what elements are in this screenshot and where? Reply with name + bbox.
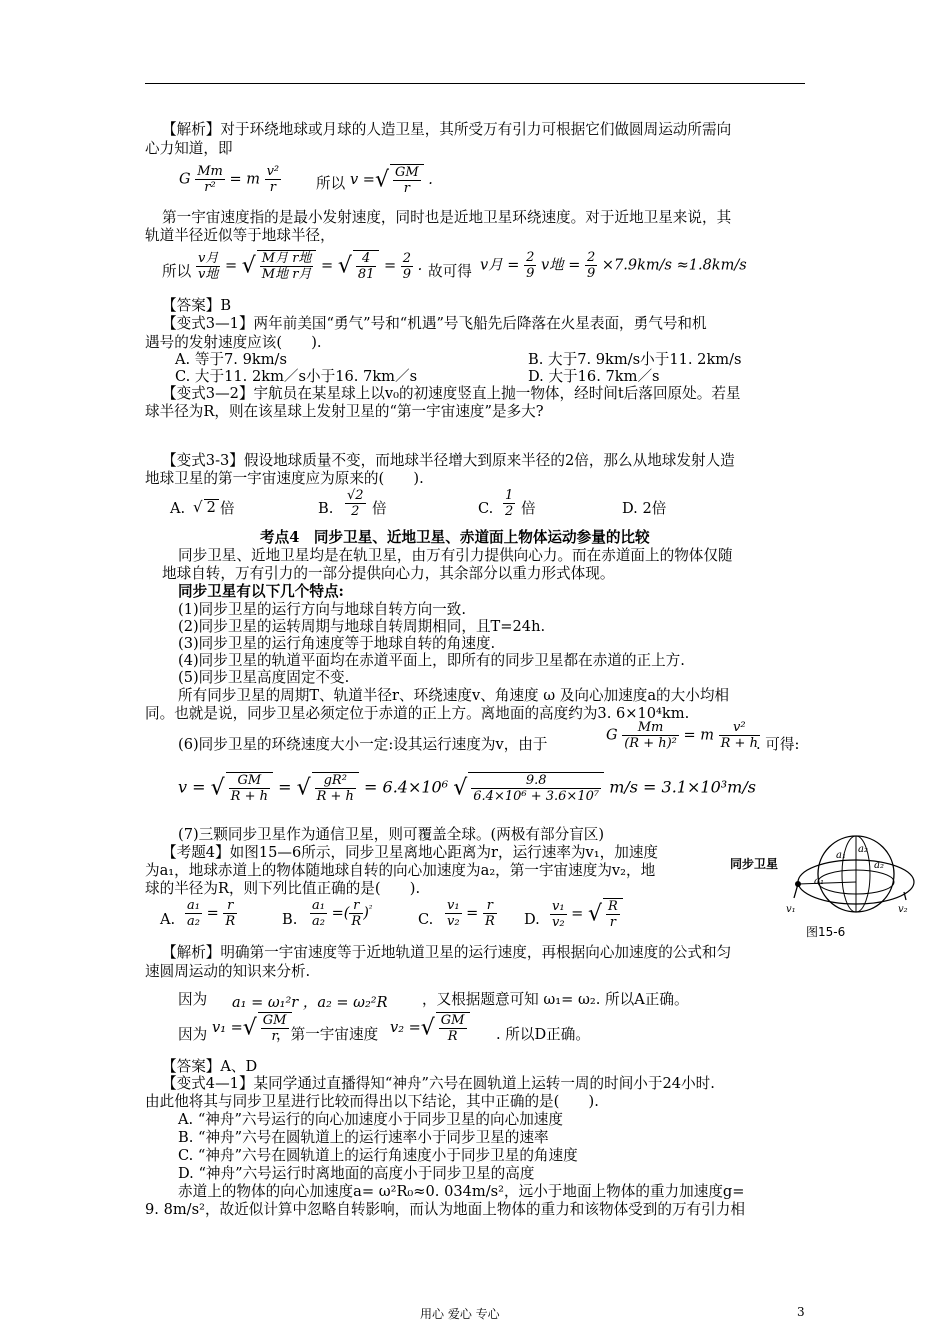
text-line: 倍 (372, 500, 387, 517)
text-line: 地球卫星的第一宇宙速度应为原来的( ). (145, 470, 424, 487)
text-line: B. (318, 500, 334, 517)
text-line: 遇号的发射速度应该( ). (145, 334, 322, 351)
figure-label-v2: v₂ (898, 904, 908, 915)
option-c-formula: $\frac{1}{2}$ (505, 488, 514, 519)
text-line: (6)同步卫星的环绕速度大小一定:设其运行速度为v，由于 (178, 736, 548, 753)
formula-v1: v₁ =√ $\frac{GM}{r}$ (212, 1012, 292, 1044)
text-line: 所以 (316, 175, 346, 192)
text-line: B. 大于7. 9km/s小于11. 2km/s (528, 351, 742, 368)
formula-ratio: v月 v地 = √ M月 r地 M地 r月 = √ $\frac{4}{81}$ = $\frac{2}{9}$ . (198, 250, 423, 282)
formula-sync: G $\frac{Mm}{\text{(R + h)²}}$ = m $\frac{\text{v²}}{R + h}$ (606, 720, 758, 751)
option-a-formula: √ 2 (193, 498, 219, 516)
text-line: (3)同步卫星的运行角速度等于地球自转的角速度. (178, 635, 496, 652)
figure-label-v1: v₁ (786, 904, 796, 915)
text-line: 倍 (521, 500, 536, 517)
text-line: D. 大于16. 7km／s (528, 368, 660, 385)
text-line: 考点4 同步卫星、近地卫星、赤道面上物体运动参量的比较 (260, 529, 650, 546)
text-line: 9. 8m/s²，故近似计算中忽略自转影响，而认为地面上物体的重力和该物体受到的万有引力相 (145, 1201, 745, 1218)
figure-15-6 (728, 826, 918, 946)
text-line: 【变式3—1】两年前美国“勇气”号和“机遇”号飞船先后降落在火星表面，勇气号和机 (162, 315, 707, 332)
q4-option-c-formula: $\frac{\text{v₁}}{\text{v₂}}$ = $\frac{r}{R}$ (447, 898, 495, 929)
text-line: C. (418, 911, 434, 928)
text-line: 由此他将其与同步卫星进行比较而得出以下结论，其中正确的是( ). (145, 1093, 599, 1110)
text-line: 所以 (162, 263, 192, 280)
formula-result: v月 = $\frac{2}{9}$ v地 = $\frac{2}{9}$ ×7.9km/s ≈1.8km/s (480, 250, 747, 281)
formula-big: v = √ $\frac{GM}{R + h}$ = √ $\frac{\text{gR²}}{R + h}$ = 6.4×10⁶ √ $\frac{9.8}{\text{6.4×10⁶ + 3.6×10⁷}}$ m/s = 3.1×10³m/s (178, 773, 756, 804)
radius-line (798, 882, 856, 884)
text-line: C. (478, 500, 494, 517)
satellite-dot (795, 881, 801, 887)
text-line: 地球自转，万有引力的一部分提供向心力，其余部分以重力形式体现。 (162, 565, 615, 582)
figure-label-a2: a₂ (874, 860, 884, 871)
text-line: C. 大于11. 2km／s小于16. 7km／s (175, 368, 418, 385)
text-line: A. “神舟”六号运行的向心加速度小于同步卫星的向心加速度 (178, 1111, 563, 1128)
figure-label-a2-top: a₂ (858, 844, 868, 855)
text-line: 同步卫星有以下几个特点: (178, 583, 344, 600)
text-line: 球的半径为R，则下列比值正确的是( ). (145, 880, 421, 897)
text-line: A. 等于7. 9km/s (175, 351, 287, 368)
text-line: (1)同步卫星的运行方向与地球自转方向一致. (178, 601, 467, 618)
text-line: (7)三颗同步卫星作为通信卫星，则可覆盖全球。(两极有部分盲区) (178, 826, 605, 843)
text-line: 【解析】对于环绕地球或月球的人造卫星，其所受万有引力可根据它们做圆周运动所需向 (162, 121, 732, 138)
text-line: 【答案】A、D (162, 1058, 258, 1075)
text-line: 球半径为R，则在该星球上发射卫星的“第一宇宙速度”是多大? (145, 403, 544, 420)
formula-v2: v₂ =√ $\frac{GM}{R}$ (390, 1012, 470, 1044)
formula-v: v =√ $\frac{GM}{r}$ . (350, 165, 433, 196)
footer-text: 用心 爱心 专心 (420, 1307, 500, 1321)
text-line: ，第一宇宙速度 (276, 1026, 379, 1043)
q4-option-a-formula: $\frac{\text{a₁}}{\text{a₂}}$ = $\frac{r}{R}$ (187, 898, 236, 929)
text-line: 【解析】明确第一宇宙速度等于近地轨道卫星的运行速度，再根据向心加速度的公式和匀 (162, 944, 732, 961)
figure-label-a1-top: a₁ (836, 850, 846, 861)
figure-caption: 图15-6 (806, 925, 846, 939)
text-line: 同。也就是说，同步卫星必须定位于赤道的正上方。离地面的高度约为3. 6×10⁴km. (145, 705, 690, 722)
text-line: (4)同步卫星的轨道平面均在赤道平面上，即所有的同步卫星都在赤道的正上方. (178, 652, 685, 669)
text-line: 因为 (178, 991, 208, 1008)
text-line: (5)同步卫星高度固定不变. (178, 669, 350, 686)
text-line: 为a₁，地球赤道上的物体随地球自转的向心加速度为a₂，第一宇宙速度为v₂，地 (145, 862, 656, 879)
text-line: D. (524, 911, 540, 928)
text-line: 【变式3-3】假设地球质量不变，而地球半径增大到原来半径的2倍，那么从地球发射人造 (162, 452, 735, 469)
text-line: 【变式3—2】宇航员在某星球上以v₀的初速度竖直上抛一物体，经时间t后落回原处。若星 (162, 385, 741, 402)
text-line: 轨道半径近似等于地球半径， (145, 227, 335, 244)
text-line: D. “神舟”六号运行时离地面的高度小于同步卫星的高度 (178, 1165, 535, 1182)
q4-option-d-formula: $\frac{\text{v₁}}{\text{v₂}}$ = √ $\frac{R}{r}$ (550, 898, 623, 930)
option-b-formula: $\frac{√2}{2}$ (347, 488, 364, 519)
text-line: 速圆周运动的知识来分析. (145, 963, 311, 980)
text-line: B. (282, 911, 298, 928)
text-line: . 所以D正确。 (496, 1026, 590, 1043)
page-number: 3 (797, 1305, 805, 1319)
text-line: 故可得 (428, 263, 472, 280)
text-line: 倍 (220, 500, 235, 517)
text-line: (2)同步卫星的运转周期与地球自转周期相同，且T=24h. (178, 618, 546, 635)
text-line: 赤道上的物体的向心加速度a= ω²R₀≈0. 034m/s²，远小于地面上物体的重力加速度g= (178, 1183, 745, 1200)
formula-accel: a₁ = ω₁²r ，a₂ = ω₂²R (232, 995, 388, 1011)
text-line: 同步卫星、近地卫星均是在轨卫星，由万有引力提供向心力。而在赤道面上的物体仅随 (178, 547, 733, 564)
q4-option-b-formula: $\frac{\text{a₁}}{\text{a₂}}$ =( $\frac{r}{R}$ )$^{^2}$ (312, 898, 373, 929)
text-line: 心力知道，即 (145, 140, 233, 157)
figure-label-sync: 同步卫星 (730, 857, 779, 871)
text-line: 【答案】B (162, 297, 232, 314)
text-line: 【变式4—1】某同学通过直播得知“神舟”六号在圆轨道上运转一周的时间小于24小时. (162, 1075, 715, 1092)
figure-label-a1: a₁ (814, 876, 824, 887)
text-line: 【考题4】如图15—6所示，同步卫星离地心距离为r，运行速率为v₁，加速度 (162, 844, 659, 861)
formula-gravity: G $\frac{Mm}{\text{r²}}$ = m $\frac{\text{v²}}{r}$ (179, 164, 280, 195)
text-line: 因为 (178, 1026, 208, 1043)
text-line: D. 2倍 (622, 500, 667, 517)
text-line: A. (170, 500, 186, 517)
text-line: . 可得: (756, 736, 800, 753)
text-line: 第一宇宙速度指的是最小发射速度，同时也是近地卫星环绕速度。对于近地卫星来说，其 (162, 209, 732, 226)
text-line: B. “神舟”六号在圆轨道上的运行速率小于同步卫星的速率 (178, 1129, 549, 1146)
header-rule (145, 83, 805, 84)
text-line: 所有同步卫星的周期T、轨道半径r、环绕速度v、角速度 ω 及向心加速度a的大小均相 (178, 687, 730, 704)
text-line: ，又根据题意可知 ω₁= ω₂. 所以A正确。 (422, 991, 689, 1008)
text-line: A. (160, 911, 176, 928)
text-line: C. “神舟”六号在圆轨道上的运行角速度小于同步卫星的角速度 (178, 1147, 578, 1164)
